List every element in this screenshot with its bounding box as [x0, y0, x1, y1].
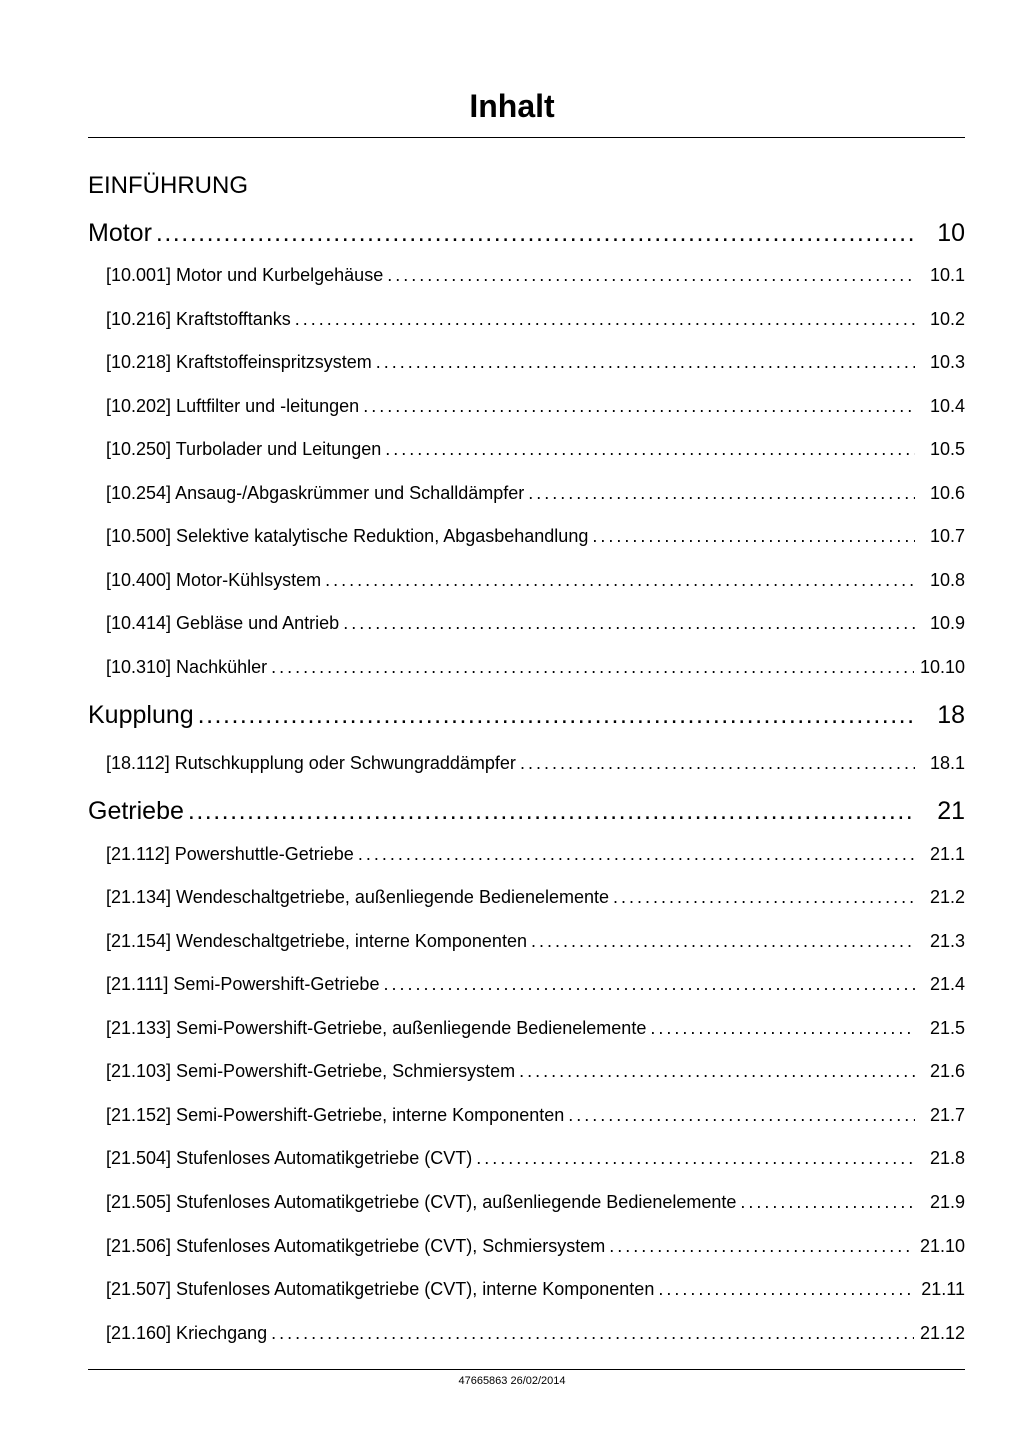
entry-label: [21.134] Wendeschaltgetriebe, außenliegende Bedienelemente — [106, 887, 610, 907]
toc-entry[interactable] — [88, 610, 965, 636]
dot-leader — [528, 480, 915, 506]
toc-entry[interactable] — [88, 523, 965, 549]
entry-page: 21.5 — [929, 1018, 965, 1038]
entry-page: 10.9 — [929, 613, 965, 633]
entry-label: [21.152] Semi-Powershift-Getriebe, interne Komponenten — [106, 1105, 565, 1125]
entry-label: [10.400] Motor-Kühlsystem — [106, 570, 322, 590]
toc-entry[interactable] — [88, 393, 965, 419]
entry-page: 10.4 — [929, 396, 965, 416]
entry-page: 10.7 — [929, 526, 965, 546]
entry-label: [10.202] Luftfilter und -leitungen — [106, 396, 360, 416]
footer-divider — [88, 1369, 965, 1370]
entry-label: [21.505] Stufenloses Automatikgetriebe (CVT), außenliegende Bedienelemente — [106, 1192, 737, 1212]
chapter-page: 10 — [937, 219, 965, 247]
dot-leader — [658, 1276, 915, 1302]
entry-page: 21.1 — [929, 844, 965, 864]
entry-page: 21.10 — [919, 1236, 965, 1256]
dot-leader — [613, 884, 915, 910]
dot-leader — [520, 750, 915, 776]
toc-entry[interactable] — [88, 480, 965, 506]
entry-page: 10.2 — [929, 309, 965, 329]
entry-label: [10.218] Kraftstoffeinspritzsystem — [106, 352, 372, 372]
entry-label: [21.112] Powershuttle-Getriebe — [106, 844, 354, 864]
entry-label: [21.506] Stufenloses Automatikgetriebe (CVT), Schmiersystem — [106, 1236, 606, 1256]
entry-label: [21.133] Semi-Powershift-Getriebe, außenliegende Bedienelemente — [106, 1018, 647, 1038]
dot-leader — [519, 1058, 915, 1084]
dot-leader — [531, 928, 915, 954]
entry-page: 21.6 — [929, 1061, 965, 1081]
entry-page: 21.11 — [921, 1279, 965, 1299]
dot-leader — [343, 610, 915, 636]
entry-page: 21.2 — [929, 887, 965, 907]
chapter-page: 21 — [937, 797, 965, 825]
toc-entry[interactable] — [88, 1145, 965, 1171]
dot-leader — [271, 654, 914, 680]
entry-label: [10.414] Gebläse und Antrieb — [106, 613, 340, 633]
entry-page: 10.8 — [929, 570, 965, 590]
toc-entry[interactable] — [88, 750, 965, 776]
toc-entry[interactable] — [88, 841, 965, 867]
toc-entry[interactable] — [88, 1276, 965, 1302]
toc-entry[interactable] — [88, 567, 965, 593]
toc-entry[interactable] — [88, 884, 965, 910]
entry-label: [10.500] Selektive katalytische Reduktion, Abgasbehandlung — [106, 526, 589, 546]
dot-leader — [568, 1102, 915, 1128]
entry-label: [21.103] Semi-Powershift-Getriebe, Schmiersystem — [106, 1061, 516, 1081]
dot-leader — [188, 794, 915, 828]
dot-leader — [358, 841, 915, 867]
footer-document-id: 47665863 26/02/2014 — [458, 1375, 566, 1387]
toc-entry[interactable] — [88, 928, 965, 954]
dot-leader — [650, 1015, 915, 1041]
toc-entry[interactable] — [88, 1015, 965, 1041]
entry-page: 21.12 — [919, 1323, 965, 1343]
dot-leader — [363, 393, 915, 419]
page-title: Inhalt — [469, 88, 555, 124]
entry-page: 10.5 — [929, 439, 965, 459]
entry-label: [10.216] Kraftstofftanks — [106, 309, 291, 329]
entry-page: 10.3 — [929, 352, 965, 372]
entry-label: [10.310] Nachkühler — [106, 657, 268, 677]
entry-label: [21.507] Stufenloses Automatikgetriebe (CVT), interne Komponenten — [106, 1279, 655, 1299]
entry-page: 21.8 — [929, 1148, 965, 1168]
chapter-page: 18 — [937, 701, 965, 729]
entry-label: [10.254] Ansaug-/Abgaskrümmer und Schalldämpfer — [106, 483, 525, 503]
entry-label: [10.250] Turbolader und Leitungen — [106, 439, 382, 459]
toc-entry[interactable] — [88, 1058, 965, 1084]
chapter-label: Kupplung — [88, 701, 194, 729]
entry-label: [21.160] Kriechgang — [106, 1323, 268, 1343]
entry-label: [21.154] Wendeschaltgetriebe, interne Komponenten — [106, 931, 527, 951]
toc-entry[interactable] — [88, 1320, 965, 1346]
toc-entry[interactable] — [88, 1233, 965, 1259]
dot-leader — [156, 216, 915, 250]
dot-leader — [740, 1189, 915, 1215]
entry-page: 18.1 — [929, 753, 965, 773]
entry-page: 10.6 — [929, 483, 965, 503]
entry-label: [10.001] Motor und Kurbelgehäuse — [106, 265, 384, 285]
toc-entry[interactable] — [88, 1102, 965, 1128]
dot-leader — [376, 349, 915, 375]
entry-page: 21.7 — [929, 1105, 965, 1125]
dot-leader — [592, 523, 915, 549]
toc-entry[interactable] — [88, 349, 965, 375]
title-divider — [88, 137, 965, 138]
dot-leader — [383, 971, 915, 997]
toc-chapter-motor[interactable] — [88, 216, 965, 250]
entry-label: [21.111] Semi-Powershift-Getriebe — [106, 974, 380, 994]
toc-chapter-kupplung[interactable] — [88, 698, 965, 732]
chapter-label: Motor — [88, 219, 152, 247]
entry-label: [21.504] Stufenloses Automatikgetriebe (CVT) — [106, 1148, 473, 1168]
dot-leader — [476, 1145, 915, 1171]
dot-leader — [198, 698, 915, 732]
toc-chapter-getriebe[interactable] — [88, 794, 965, 828]
entry-page: 21.9 — [929, 1192, 965, 1212]
chapter-label: Getriebe — [88, 797, 184, 825]
dot-leader — [385, 436, 915, 462]
dot-leader — [295, 306, 915, 332]
intro-heading[interactable]: EINFÜHRUNG — [88, 172, 248, 199]
toc-entry[interactable] — [88, 262, 965, 288]
toc-entry[interactable] — [88, 306, 965, 332]
toc-entry[interactable] — [88, 971, 965, 997]
dot-leader — [271, 1320, 914, 1346]
dot-leader — [609, 1233, 914, 1259]
entry-page: 21.3 — [929, 931, 965, 951]
dot-leader — [325, 567, 915, 593]
entry-label: [18.112] Rutschkupplung oder Schwungraddämpfer — [106, 753, 516, 773]
toc-entry[interactable] — [88, 1189, 965, 1215]
entry-page: 10.10 — [919, 657, 965, 677]
toc-entry[interactable] — [88, 436, 965, 462]
entry-page: 21.4 — [929, 974, 965, 994]
dot-leader — [387, 262, 915, 288]
entry-page: 10.1 — [929, 265, 965, 285]
toc-entry[interactable] — [88, 654, 965, 680]
